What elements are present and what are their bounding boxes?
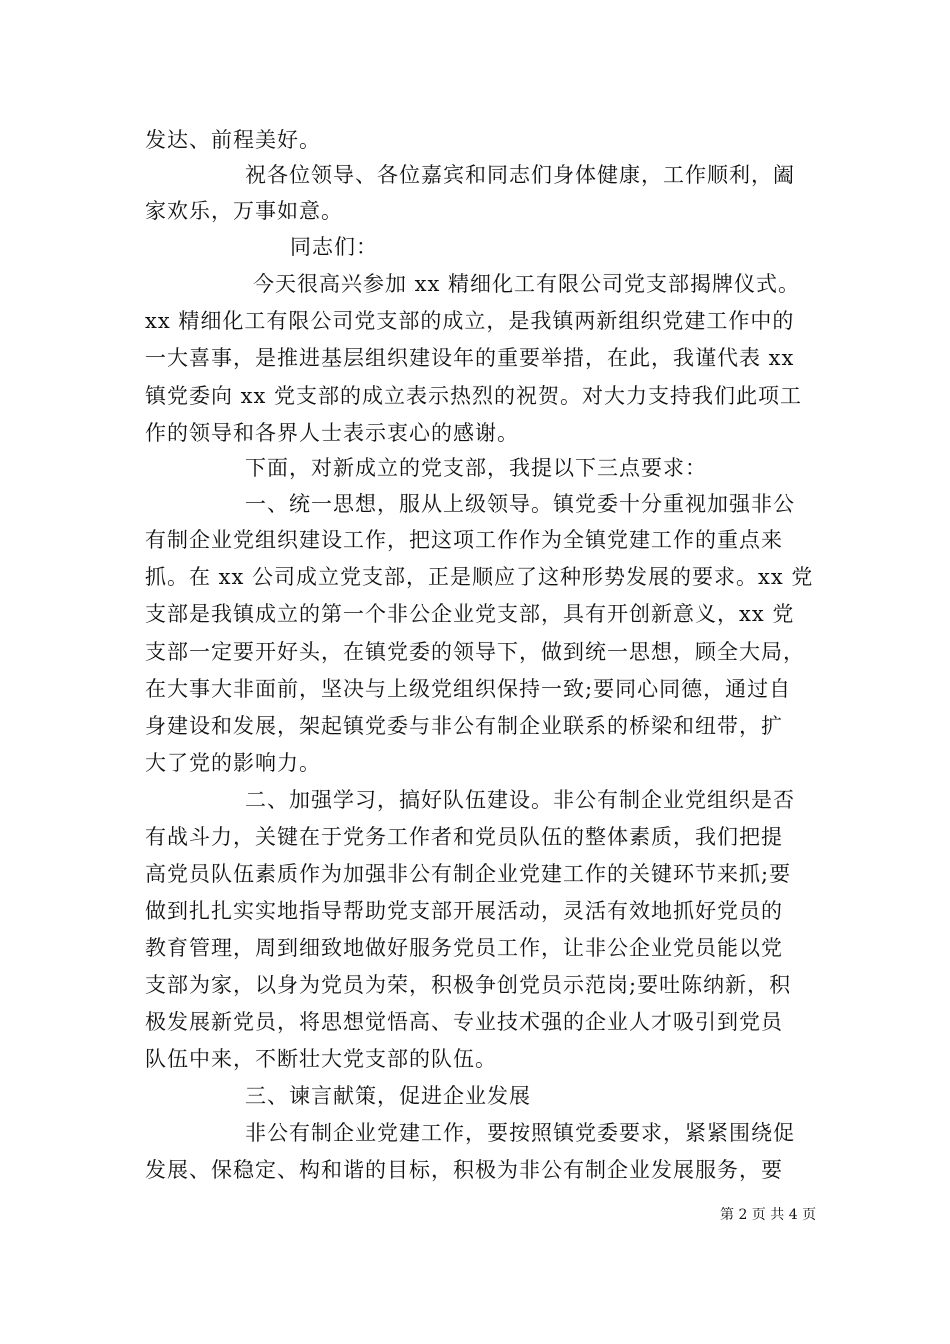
- text-line-11: 一、统一思想，服从上级领导。镇党委十分重视加强非公: [245, 492, 795, 516]
- text-line-2: 祝各位领导、各位嘉宾和同志们身体健康，工作顺利，阖: [245, 163, 795, 187]
- text-line-25: 极发展新党员，将思想觉悟高、专业技术强的企业人才吸引到党员: [145, 1010, 783, 1034]
- text-line-1: 发达、前程美好。: [145, 128, 321, 152]
- text-line-23: 教育管理，周到细致地做好服务党员工作，让非公企业党员能以党: [145, 936, 783, 960]
- text-line-5: 今天很高兴参加 xx 精细化工有限公司党支部揭牌仪式。: [253, 272, 801, 296]
- text-line-29: 发展、保稳定、构和谐的目标，积极为非公有制企业发展服务，要: [145, 1158, 783, 1182]
- text-line-26: 队伍中来，不断壮大党支部的队伍。: [145, 1047, 497, 1071]
- text-line-20: 有战斗力，关键在于党务工作者和党员队伍的整体素质，我们把提: [145, 825, 783, 849]
- text-line-3: 家欢乐，万事如意。: [145, 199, 343, 223]
- text-line-12: 有制企业党组织建设工作，把这项工作作为全镇党建工作的重点来: [145, 528, 783, 552]
- text-line-9: 作的领导和各界人士表示衷心的感谢。: [145, 421, 519, 445]
- text-line-15: 支部一定要开好头，在镇党委的领导下，做到统一思想，顾全大局，: [145, 640, 805, 664]
- text-line-16: 在大事大非面前，坚决与上级党组织保持一致;要同心同德，通过自: [145, 677, 792, 701]
- text-line-13: 抓。在 xx 公司成立党支部，正是顺应了这种形势发展的要求。xx 党: [145, 565, 814, 589]
- text-line-21: 高党员队伍素质作为加强非公有制企业党建工作的关键环节来抓;要: [145, 862, 792, 886]
- text-line-6: xx 精细化工有限公司党支部的成立，是我镇两新组织党建工作中的: [145, 309, 795, 333]
- text-line-19: 二、加强学习，搞好队伍建设。非公有制企业党组织是否: [245, 788, 795, 812]
- text-line-17: 身建设和发展，架起镇党委与非公有制企业联系的桥梁和纽带，扩: [145, 714, 783, 738]
- text-line-24: 支部为家，以身为党员为荣，积极争创党员示范岗;要吐陈纳新，积: [145, 973, 792, 997]
- text-line-18: 大了党的影响力。: [145, 751, 321, 775]
- page-number: 第 2 页 共 4 页: [720, 1207, 817, 1223]
- text-line-10: 下面，对新成立的党支部，我提以下三点要求：: [245, 456, 707, 480]
- text-line-28: 非公有制企业党建工作，要按照镇党委要求，紧紧围绕促: [245, 1121, 795, 1145]
- text-line-22: 做到扎扎实实地指导帮助党支部开展活动，灵活有效地抓好党员的: [145, 899, 783, 923]
- text-line-7: 一大喜事，是推进基层组织建设年的重要举措，在此，我谨代表 xx: [145, 346, 795, 370]
- text-line-27: 三、谏言献策，促进企业发展: [245, 1084, 531, 1108]
- text-line-14: 支部是我镇成立的第一个非公企业党支部，具有开创新意义，xx 党: [145, 602, 795, 626]
- text-line-8: 镇党委向 xx 党支部的成立表示热烈的祝贺。对大力支持我们此项工: [145, 384, 803, 408]
- text-line-4: 同志们：: [290, 235, 378, 259]
